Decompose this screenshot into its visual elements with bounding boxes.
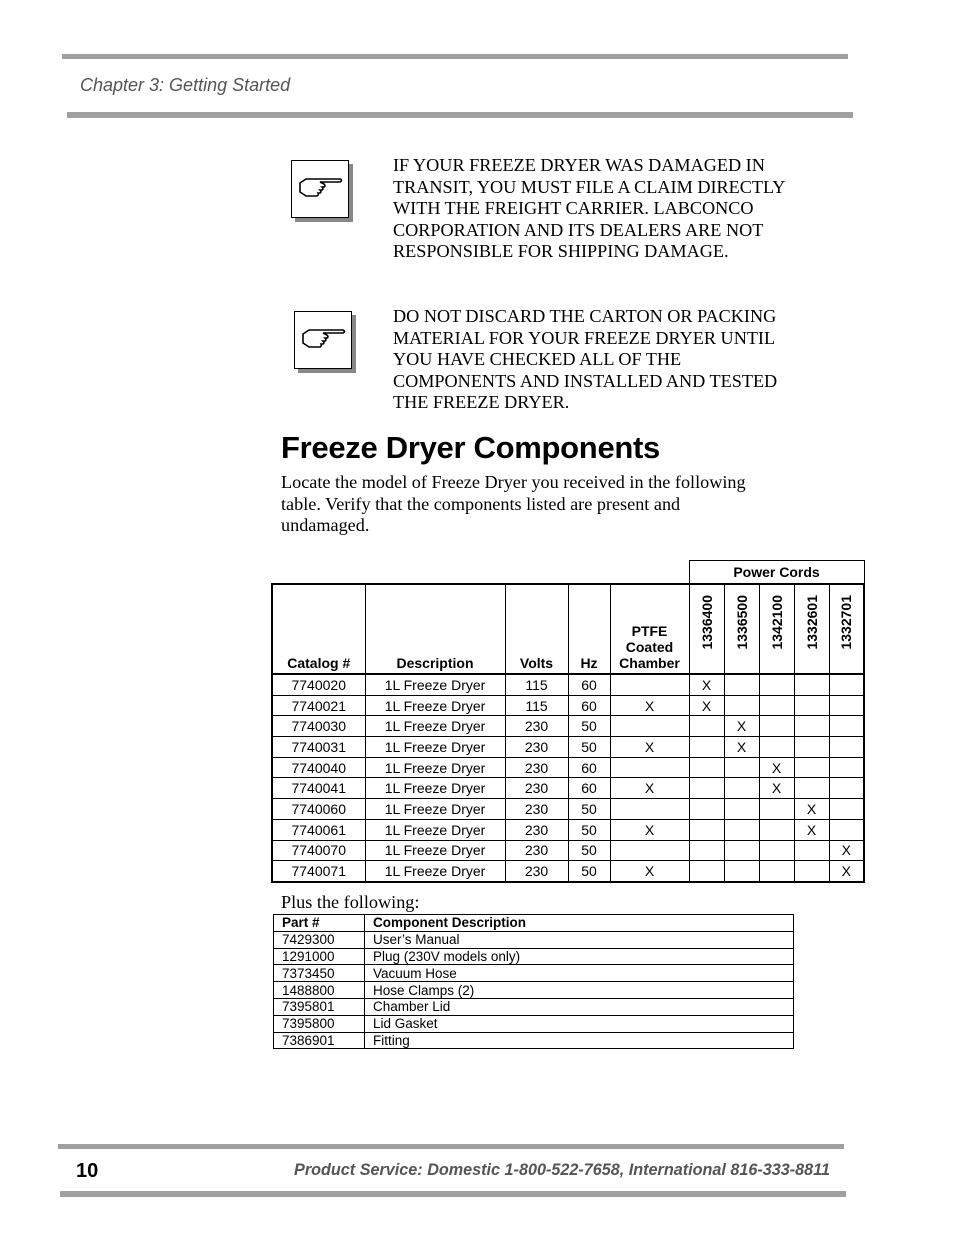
cord-cell xyxy=(724,674,759,695)
chapter-heading: Chapter 3: Getting Started xyxy=(80,75,291,95)
cord-cell xyxy=(794,861,829,882)
cord-cell: X xyxy=(724,716,759,737)
component-description-cell: Lid Gasket xyxy=(365,1015,794,1032)
cord-cell xyxy=(759,840,794,861)
ptfe-cell: X xyxy=(610,861,689,882)
damage-note: IF YOUR FREEZE DRYER WAS DAMAGED IN TRANSIT, YOU MUST FILE A CLAIM DIRECTLY WITH THE FREIGHT CARRIER. LABCONCO CORPORATION AND ITS DEALERS ARE NOT RESPONSIBLE FOR SHIPPING DAMAGE. xyxy=(393,155,785,262)
part-number-cell: 1291000 xyxy=(274,948,365,965)
carton-note: DO NOT DISCARD THE CARTON OR PACKING MATERIAL FOR YOUR FREEZE DRYER UNTIL YOU HAVE CHECKED ALL OF THE COMPONENTS AND INSTALLED AND TESTED THE FREEZE DRYER. xyxy=(393,306,778,413)
table-row xyxy=(272,674,864,695)
cord-cell: X xyxy=(829,840,864,861)
table-row xyxy=(272,861,864,882)
cord-cell xyxy=(724,757,759,778)
cord-cell xyxy=(794,737,829,758)
table-row xyxy=(272,695,864,716)
part-number-cell: 7429300 xyxy=(274,931,365,948)
hz-cell: 60 xyxy=(568,674,610,695)
ptfe-cell xyxy=(610,716,689,737)
volts-cell: 115 xyxy=(505,695,568,716)
table-row xyxy=(272,716,864,737)
cord-cell xyxy=(829,757,864,778)
cord-cell: X xyxy=(759,778,794,799)
catalog-cell: 7740031 xyxy=(272,737,365,758)
catalog-cell: 7740041 xyxy=(272,778,365,799)
header-rule-top xyxy=(62,54,848,59)
volts-cell: 230 xyxy=(505,737,568,758)
cord-cell xyxy=(724,819,759,840)
ptfe-header: PTFE Coated Chamber xyxy=(610,584,689,674)
table-row xyxy=(274,1015,794,1032)
cord-cell xyxy=(794,840,829,861)
description-cell: 1L Freeze Dryer xyxy=(365,799,505,820)
catalog-cell: 7740070 xyxy=(272,840,365,861)
cord-cell xyxy=(689,778,724,799)
cord-header: 1332701 xyxy=(829,584,864,674)
cord-cell xyxy=(689,840,724,861)
pointing-hand-icon xyxy=(291,160,349,218)
hz-cell: 50 xyxy=(568,861,610,882)
cord-cell xyxy=(829,819,864,840)
cord-cell: X xyxy=(689,674,724,695)
volts-cell: 230 xyxy=(505,819,568,840)
cord-cell xyxy=(759,819,794,840)
cord-cell xyxy=(829,799,864,820)
cord-header: 1332601 xyxy=(794,584,829,674)
volts-cell: 230 xyxy=(505,757,568,778)
volts-header: Volts xyxy=(505,584,568,674)
description-cell: 1L Freeze Dryer xyxy=(365,861,505,882)
hz-cell: 60 xyxy=(568,757,610,778)
cord-header: 1336400 xyxy=(689,584,724,674)
catalog-header: Catalog # xyxy=(272,584,365,674)
cord-cell xyxy=(794,757,829,778)
volts-cell: 230 xyxy=(505,716,568,737)
cord-cell: X xyxy=(794,799,829,820)
description-cell: 1L Freeze Dryer xyxy=(365,840,505,861)
catalog-cell: 7740061 xyxy=(272,819,365,840)
cord-cell: X xyxy=(759,757,794,778)
section-title: Freeze Dryer Components xyxy=(281,430,660,465)
product-service-text: Product Service: Domestic 1-800-522-7658, International 816-333-8811 xyxy=(294,1161,830,1179)
cord-cell xyxy=(759,737,794,758)
cord-cell xyxy=(829,716,864,737)
component-description-cell: Plug (230V models only) xyxy=(365,948,794,965)
cord-cell: X xyxy=(794,819,829,840)
table-row xyxy=(272,737,864,758)
component-description-cell: Fitting xyxy=(365,1032,794,1049)
component-description-header: Component Description xyxy=(365,915,794,932)
table-row xyxy=(274,948,794,965)
volts-cell: 115 xyxy=(505,674,568,695)
catalog-cell: 7740040 xyxy=(272,757,365,778)
table-row xyxy=(272,819,864,840)
cord-cell xyxy=(829,778,864,799)
cord-cell: X xyxy=(829,861,864,882)
catalog-cell: 7740021 xyxy=(272,695,365,716)
components-table xyxy=(271,560,865,883)
table-row xyxy=(274,931,794,948)
pointing-hand-icon xyxy=(294,311,352,369)
cord-cell: X xyxy=(724,737,759,758)
part-number-cell: 7395801 xyxy=(274,998,365,1015)
hz-cell: 60 xyxy=(568,778,610,799)
volts-cell: 230 xyxy=(505,778,568,799)
parts-table xyxy=(273,914,794,1049)
volts-cell: 230 xyxy=(505,799,568,820)
cord-cell xyxy=(724,861,759,882)
cord-header: 1342100 xyxy=(759,584,794,674)
cord-cell xyxy=(724,799,759,820)
cord-cell xyxy=(724,840,759,861)
part-header: Part # xyxy=(274,915,365,932)
cord-cell xyxy=(794,716,829,737)
hz-cell: 50 xyxy=(568,819,610,840)
ptfe-cell xyxy=(610,674,689,695)
ptfe-cell: X xyxy=(610,819,689,840)
hz-cell: 50 xyxy=(568,840,610,861)
table-row xyxy=(272,778,864,799)
catalog-cell: 7740071 xyxy=(272,861,365,882)
ptfe-cell: X xyxy=(610,695,689,716)
page-number: 10 xyxy=(76,1160,99,1182)
header-rule-bottom xyxy=(67,112,853,118)
catalog-cell: 7740030 xyxy=(272,716,365,737)
cord-header: 1336500 xyxy=(724,584,759,674)
cord-cell xyxy=(759,799,794,820)
table-row xyxy=(272,840,864,861)
cord-cell xyxy=(689,819,724,840)
catalog-cell: 7740020 xyxy=(272,674,365,695)
cord-cell xyxy=(689,737,724,758)
footer-rule-bottom xyxy=(60,1191,846,1197)
part-number-cell: 7386901 xyxy=(274,1032,365,1049)
volts-cell: 230 xyxy=(505,861,568,882)
cord-cell xyxy=(794,695,829,716)
cord-cell xyxy=(759,695,794,716)
cord-cell xyxy=(689,716,724,737)
description-cell: 1L Freeze Dryer xyxy=(365,695,505,716)
part-number-cell: 7373450 xyxy=(274,965,365,982)
table-row xyxy=(272,799,864,820)
component-description-cell: Hose Clamps (2) xyxy=(365,982,794,999)
hz-cell: 50 xyxy=(568,737,610,758)
power-cords-header: Power Cords xyxy=(689,561,864,585)
cord-cell xyxy=(829,737,864,758)
component-description-cell: Chamber Lid xyxy=(365,998,794,1015)
table-row xyxy=(274,965,794,982)
part-number-cell: 1488800 xyxy=(274,982,365,999)
cord-cell xyxy=(689,757,724,778)
description-header: Description xyxy=(365,584,505,674)
description-cell: 1L Freeze Dryer xyxy=(365,757,505,778)
component-description-cell: Vacuum Hose xyxy=(365,965,794,982)
hz-cell: 50 xyxy=(568,716,610,737)
cord-cell xyxy=(759,716,794,737)
ptfe-cell xyxy=(610,799,689,820)
cord-cell xyxy=(794,778,829,799)
cord-cell xyxy=(829,674,864,695)
table-row xyxy=(272,757,864,778)
table-row xyxy=(274,982,794,999)
cord-cell xyxy=(689,799,724,820)
hz-cell: 60 xyxy=(568,695,610,716)
cord-cell xyxy=(724,778,759,799)
cord-cell xyxy=(759,861,794,882)
hz-cell: 50 xyxy=(568,799,610,820)
hz-header: Hz xyxy=(568,584,610,674)
description-cell: 1L Freeze Dryer xyxy=(365,778,505,799)
cord-cell xyxy=(724,695,759,716)
footer-rule-top xyxy=(58,1144,844,1149)
cord-cell: X xyxy=(689,695,724,716)
cord-cell xyxy=(689,861,724,882)
description-cell: 1L Freeze Dryer xyxy=(365,674,505,695)
ptfe-cell: X xyxy=(610,737,689,758)
section-intro: Locate the model of Freeze Dryer you received in the following table. Verify that the components listed are present and undamaged. xyxy=(281,472,746,536)
cord-cell xyxy=(829,695,864,716)
ptfe-cell xyxy=(610,757,689,778)
catalog-cell: 7740060 xyxy=(272,799,365,820)
table-row xyxy=(274,1032,794,1049)
description-cell: 1L Freeze Dryer xyxy=(365,737,505,758)
description-cell: 1L Freeze Dryer xyxy=(365,716,505,737)
ptfe-cell xyxy=(610,840,689,861)
cord-cell xyxy=(794,674,829,695)
description-cell: 1L Freeze Dryer xyxy=(365,819,505,840)
ptfe-cell: X xyxy=(610,778,689,799)
component-description-cell: User’s Manual xyxy=(365,931,794,948)
table-row xyxy=(274,998,794,1015)
part-number-cell: 7395800 xyxy=(274,1015,365,1032)
volts-cell: 230 xyxy=(505,840,568,861)
plus-label: Plus the following: xyxy=(281,892,420,912)
cord-cell xyxy=(759,674,794,695)
